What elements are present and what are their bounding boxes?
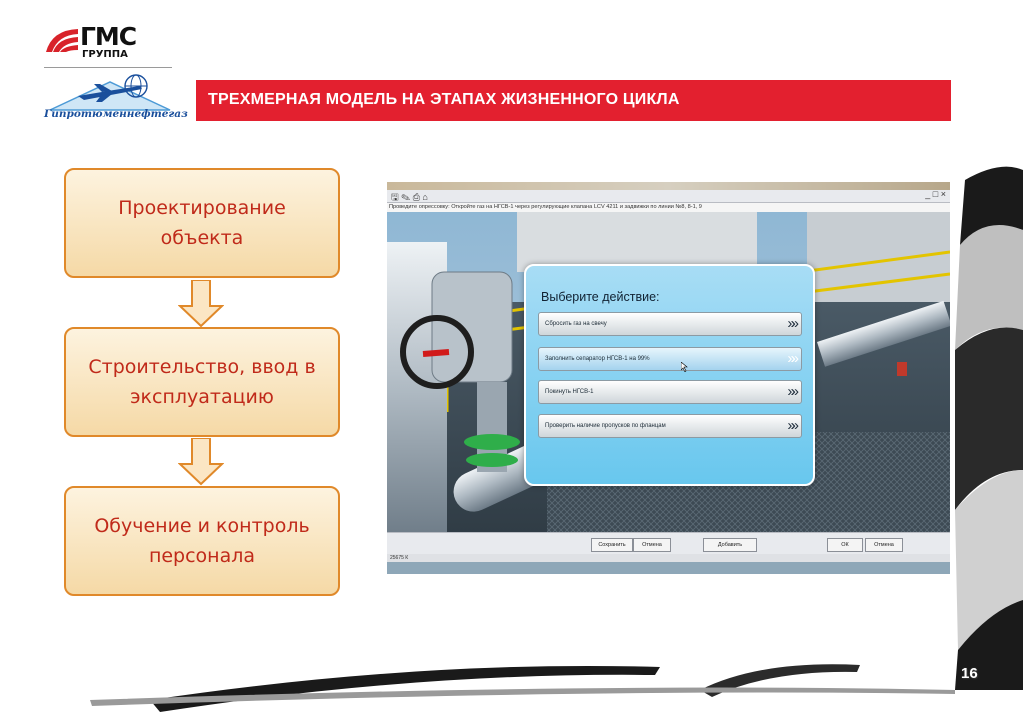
double-chevron-icon: »» bbox=[787, 383, 794, 400]
option-label: Заполнить сепаратор НГСВ-1 на 99% bbox=[545, 356, 650, 362]
flow-step-label: Строительство, ввод в эксплуатацию bbox=[88, 356, 316, 408]
toolbar-icons[interactable]: 🖫 ✎ ⎙ ⌂ bbox=[391, 192, 428, 202]
option-label: Покинуть НГСВ-1 bbox=[545, 389, 594, 395]
cancel-button[interactable]: Отмена bbox=[633, 538, 671, 552]
task-hint: Проведите опрессовку: Откройте газ на НГСВ-1 через регулирующие клапана LCV 4211 и задвижки по линии №8, 8-1, 9 bbox=[387, 203, 950, 212]
cancel-button-secondary[interactable]: Отмена bbox=[865, 538, 903, 552]
page-number: 16 bbox=[961, 665, 978, 682]
option-label: Сбросить газ на свечу bbox=[545, 321, 607, 327]
flow-step-label: Проектирование объекта bbox=[118, 197, 286, 249]
ok-button[interactable]: ОК bbox=[827, 538, 863, 552]
add-button[interactable]: Добавить bbox=[703, 538, 757, 552]
save-button[interactable]: Сохранить bbox=[591, 538, 633, 552]
gms-group-label: ГРУППА bbox=[82, 49, 128, 60]
double-chevron-icon: »» bbox=[787, 350, 794, 367]
page-title: ТРЕХМЕРНАЯ МОДЕЛЬ НА ЭТАПАХ ЖИЗНЕННОГО ЦИКЛА bbox=[208, 91, 680, 108]
gms-name: ГМС bbox=[80, 22, 137, 51]
dialog-title: Выберите действие: bbox=[541, 290, 660, 304]
window-controls[interactable]: _ □ × bbox=[925, 189, 946, 199]
double-chevron-icon: »» bbox=[787, 417, 794, 434]
option-label: Проверить наличие пропусков по фланцам bbox=[545, 423, 666, 429]
status-bar: 25675 К bbox=[387, 554, 950, 562]
flow-step-label: Обучение и контроль персонала bbox=[94, 515, 310, 567]
giprotyumen-name: Гипротюменнефтегаз bbox=[44, 108, 188, 120]
double-chevron-icon: »» bbox=[787, 315, 794, 332]
